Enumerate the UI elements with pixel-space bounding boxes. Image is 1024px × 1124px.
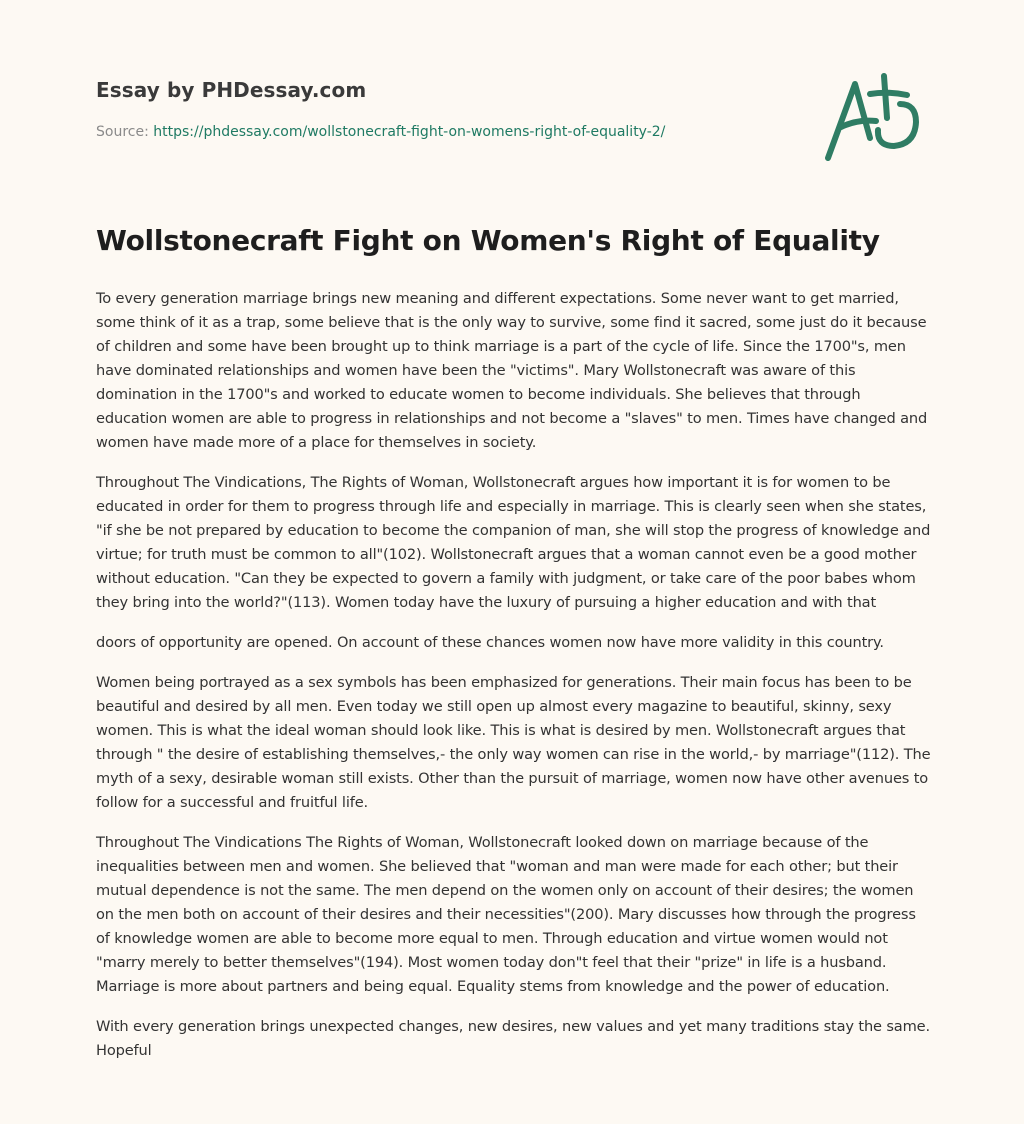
essay-paragraph: doors of opportunity are opened. On account of these chances women now have more validity in this country. bbox=[96, 634, 884, 651]
a-plus-logo-icon bbox=[822, 64, 932, 164]
essay-paragraph: Throughout The Vindications The Rights of Woman, Wollstonecraft looked down on marriage because of the inequalities between men and women. She believed that "woman and man were made for each other; but their mutual dependence is not the same. The men depend on the women only on account of their desires; the women on the men both on account of their desires and their necessities"(200). Mary discusses how through the progress of knowledge women are able to become more equal to men. Through education and virtue women would not "marry merely to better themselves"(194). Most women today don"t feel that their "prize" in life is a husband. Marriage is more about partners and being equal. Equality stems from knowledge and the power of education. bbox=[96, 834, 916, 995]
site-brand: Essay by PHDessay.com bbox=[96, 78, 367, 102]
essay-paragraph: Women being portrayed as a sex symbols has been emphasized for generations. Their main focus has been to be beautiful and desired by all men. Even today we still open up almost every magazine to beautiful, skinny, sexy women. This is what the ideal woman should look like. This is what is desired by men. Wollstonecraft argues that through " the desire of establishing themselves,- the only way women can rise in the world,- by marriage"(112). The myth of a sexy, desirable woman still exists. Other than the pursuit of marriage, women now have other avenues to follow for a successful and fruitful life. bbox=[96, 674, 931, 811]
essay-paragraph: Throughout The Vindications, The Rights of Woman, Wollstonecraft argues how important it is for women to be educated in order for them to progress through life and especially in marriage. This is clearly seen when she states, "if she be not prepared by education to become the companion of man, she will stop the progress of knowledge and virtue; for truth must be common to all"(102). Wollstonecraft argues that a woman cannot even be a good mother without education. "Can they be expected to govern a family with judgment, or take care of the poor babes whom they bring into the world?"(113). Women today have the luxury of pursuing a higher education and with that bbox=[96, 474, 931, 611]
essay-paragraph: With every generation brings unexpected changes, new desires, new values and yet many traditions stay the same. Hopeful bbox=[96, 1018, 930, 1059]
source-line bbox=[96, 124, 665, 140]
essay-paragraph: To every generation marriage brings new meaning and different expectations. Some never want to get married, some think of it as a trap, some believe that is the only way to survive, some find it sacred, some just do it because of children and some have been brought up to think marriage is a part of the cycle of life. Since the 1700"s, men have dominated relationships and women have been the "victims". Mary Wollstonecraft was aware of this domination in the 1700"s and worked to educate women to become individuals. She believes that through education women are able to progress in relationships and not become a "slaves" to men. Times have changed and women have made more of a place for themselves in society. bbox=[96, 290, 928, 451]
essay-body bbox=[96, 287, 932, 1079]
essay-title: Wollstonecraft Fight on Women's Right of Equality bbox=[96, 224, 880, 257]
source-label: Source: bbox=[96, 124, 154, 140]
source-link[interactable]: https://phdessay.com/wollstonecraft-fight-on-womens-right-of-equality-2/ bbox=[153, 124, 666, 140]
